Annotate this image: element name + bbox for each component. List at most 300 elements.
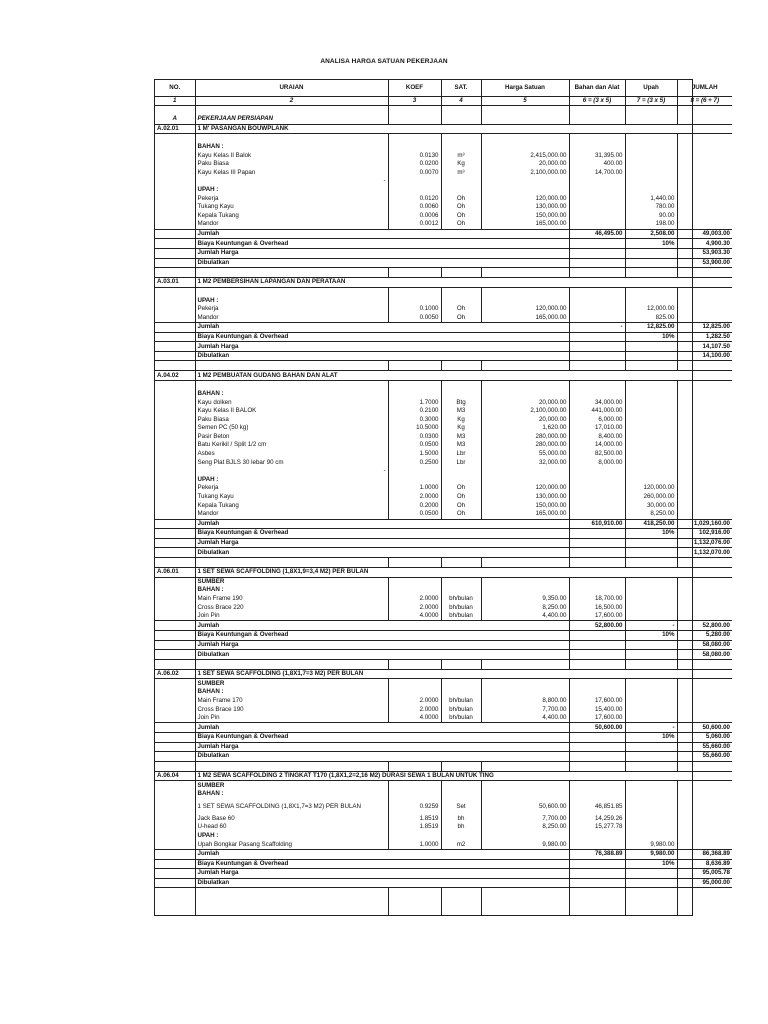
material-row bbox=[155, 450, 732, 459]
bahan-label: BAHAN : bbox=[195, 143, 388, 152]
material-row bbox=[155, 407, 732, 416]
dibulatkan-row bbox=[155, 258, 732, 268]
overhead-amount: 102,916.00 bbox=[677, 529, 732, 539]
jumlah-harga-row bbox=[155, 248, 732, 258]
overhead-amount: 5,280.00 bbox=[677, 631, 732, 641]
material-amount: 17,600.00 bbox=[569, 612, 625, 621]
bahan-label: BAHAN : bbox=[195, 790, 388, 799]
labor-price: 150,000.00 bbox=[481, 501, 569, 510]
labor-amount: 9,980.00 bbox=[625, 840, 677, 849]
material-price: 8,250.00 bbox=[481, 823, 569, 832]
bahan-label-row bbox=[155, 143, 732, 152]
labor-row bbox=[155, 313, 732, 322]
sumber-label: SUMBER bbox=[195, 679, 388, 688]
col-number: 7 = (3 x 5) bbox=[625, 97, 677, 106]
material-amount: 14,000.00 bbox=[569, 441, 625, 450]
overhead-amount: 4,900.30 bbox=[677, 239, 732, 249]
jumlah-harga-amount: 1,132,076.00 bbox=[677, 538, 732, 548]
col-number: 1 bbox=[155, 97, 195, 106]
labor-row bbox=[155, 194, 732, 203]
dibulatkan-label: Dibulatkan bbox=[195, 548, 569, 558]
material-name: Cross Brace 190 bbox=[195, 705, 388, 714]
material-amount: 17,010.00 bbox=[569, 424, 625, 433]
upah-label: UPAH : bbox=[195, 186, 388, 195]
labor-price: 120,000.00 bbox=[481, 194, 569, 203]
material-koef: 1.5000 bbox=[388, 450, 441, 459]
material-row bbox=[155, 815, 732, 824]
col-number: 5 bbox=[481, 97, 569, 106]
jumlah-harga-amount: 14,107.50 bbox=[677, 342, 732, 352]
upah-label: UPAH : bbox=[195, 832, 388, 841]
header-bahan-alat: Bahan dan Alat bbox=[569, 80, 625, 97]
dibulatkan-row bbox=[155, 752, 732, 762]
bahan-label-row bbox=[155, 688, 732, 697]
overhead-label: Biaya Keuntungan & Overhead bbox=[195, 631, 569, 641]
overhead-amount: 8,636.89 bbox=[677, 859, 732, 869]
labor-price: 9,980.00 bbox=[481, 840, 569, 849]
item-name: 1 SET SEWA SCAFFOLDING (1,8X1,7=3 M2) PER BULAN bbox=[195, 669, 732, 679]
jumlah-harga-amount: 95,005.78 bbox=[677, 869, 732, 879]
overhead-amount: 1,282.50 bbox=[677, 332, 732, 342]
upah-label-row bbox=[155, 296, 732, 305]
jumlah-harga-label: Jumlah Harga bbox=[195, 248, 569, 258]
item-name: 1 SET SEWA SCAFFOLDING (1,8X1,9=3,4 M2) PER BULAN bbox=[195, 567, 732, 577]
jumlah-harga-label: Jumlah Harga bbox=[195, 538, 569, 548]
header-jumlah: JUMLAH bbox=[677, 80, 732, 97]
labor-price: 165,000.00 bbox=[481, 510, 569, 519]
dibulatkan-amount: 95,000.00 bbox=[677, 878, 732, 888]
jumlah-harga-label: Jumlah Harga bbox=[195, 742, 569, 752]
labor-name: Tukang Kayu bbox=[195, 203, 388, 212]
item-code: A.06.04 bbox=[155, 771, 195, 781]
material-price: 8,800.00 bbox=[481, 697, 569, 706]
labor-koef: 0.0006 bbox=[388, 212, 441, 221]
dibulatkan-row bbox=[155, 878, 732, 888]
material-name: Pasir Beton bbox=[195, 433, 388, 442]
material-koef: 4.0000 bbox=[388, 612, 441, 621]
material-amount: 17,600.00 bbox=[569, 714, 625, 723]
jumlah-row bbox=[155, 323, 732, 333]
item-name: 1 M' PASANGAN BOUWPLANK bbox=[195, 124, 732, 134]
sumber-row bbox=[155, 781, 732, 790]
header-koef: KOEF bbox=[388, 80, 441, 97]
labor-amount: 780.00 bbox=[625, 203, 677, 212]
upah-label-row bbox=[155, 186, 732, 195]
labor-row bbox=[155, 484, 732, 493]
dibulatkan-amount: 53,900.00 bbox=[677, 258, 732, 268]
overhead-row bbox=[155, 859, 732, 869]
labor-price: 165,000.00 bbox=[481, 220, 569, 229]
labor-koef: 0.0120 bbox=[388, 194, 441, 203]
item-header-row bbox=[155, 124, 732, 134]
material-row bbox=[155, 799, 732, 815]
overhead-amount: 5,060.00 bbox=[677, 733, 732, 743]
header-uraian: URAIAN bbox=[195, 80, 388, 97]
material-row bbox=[155, 823, 732, 832]
labor-row bbox=[155, 493, 732, 502]
material-unit: m³ bbox=[441, 151, 481, 160]
material-price: 4,400.00 bbox=[481, 714, 569, 723]
labor-koef: 1.0000 bbox=[388, 840, 441, 849]
labor-price: 120,000.00 bbox=[481, 305, 569, 314]
material-price: 9,350.00 bbox=[481, 595, 569, 604]
item-code: A.06.01 bbox=[155, 567, 195, 577]
labor-unit: Oh bbox=[441, 203, 481, 212]
overhead-label: Biaya Keuntungan & Overhead bbox=[195, 529, 569, 539]
labor-koef: 0.1000 bbox=[388, 305, 441, 314]
material-amount: 34,000.00 bbox=[569, 398, 625, 407]
material-amount: 16,500.00 bbox=[569, 603, 625, 612]
labor-amount: 90.00 bbox=[625, 212, 677, 221]
material-koef: 10.5000 bbox=[388, 424, 441, 433]
dibulatkan-label: Dibulatkan bbox=[195, 878, 569, 888]
material-koef: 0.0300 bbox=[388, 433, 441, 442]
jumlah-bahan: 52,800.00 bbox=[569, 621, 625, 631]
dibulatkan-amount: 14,100.00 bbox=[677, 351, 732, 361]
jumlah-row bbox=[155, 723, 732, 733]
labor-name: Mandor bbox=[195, 220, 388, 229]
material-koef: 1.7000 bbox=[388, 398, 441, 407]
labor-unit: Oh bbox=[441, 484, 481, 493]
material-amount: 14,259.26 bbox=[569, 815, 625, 824]
material-unit: bh/bulan bbox=[441, 697, 481, 706]
header-sat: SAT. bbox=[441, 80, 481, 97]
material-koef: 2.0000 bbox=[388, 603, 441, 612]
cost-analysis-table bbox=[154, 79, 730, 916]
material-unit: Btg bbox=[441, 398, 481, 407]
labor-unit: Oh bbox=[441, 510, 481, 519]
labor-koef: 0.0012 bbox=[388, 220, 441, 229]
material-unit: bh/bulan bbox=[441, 603, 481, 612]
material-koef: 0.2100 bbox=[388, 407, 441, 416]
labor-name: Kepala Tukang bbox=[195, 212, 388, 221]
material-amount: 15,400.00 bbox=[569, 705, 625, 714]
jumlah-harga-row bbox=[155, 538, 732, 548]
jumlah-total: 50,600.00 bbox=[677, 723, 732, 733]
overhead-percent: 10% bbox=[625, 859, 677, 869]
material-unit: Kg bbox=[441, 160, 481, 169]
bahan-label-row bbox=[155, 790, 732, 799]
item-code: A.02.01 bbox=[155, 124, 195, 134]
material-koef: 4.0000 bbox=[388, 714, 441, 723]
table-header-row bbox=[155, 80, 732, 97]
material-name: Asbes bbox=[195, 450, 388, 459]
dibulatkan-row bbox=[155, 650, 732, 660]
labor-price: 130,000.00 bbox=[481, 203, 569, 212]
labor-name: Pekerja bbox=[195, 484, 388, 493]
overhead-row bbox=[155, 239, 732, 249]
item-code: A.04.02 bbox=[155, 371, 195, 381]
labor-unit: m2 bbox=[441, 840, 481, 849]
empty-row bbox=[155, 897, 732, 906]
material-unit: bh/bulan bbox=[441, 612, 481, 621]
labor-price: 150,000.00 bbox=[481, 212, 569, 221]
labor-koef: 0.0500 bbox=[388, 510, 441, 519]
dibulatkan-amount: 1,132,070.00 bbox=[677, 548, 732, 558]
dibulatkan-amount: 58,080.00 bbox=[677, 650, 732, 660]
material-name: Kayu dolken bbox=[195, 398, 388, 407]
material-name: 1 SET SEWA SCAFFOLDING (1,8X1,7=3 M2) PER BULAN bbox=[195, 799, 388, 815]
empty-row bbox=[155, 287, 732, 296]
material-amount: 46,851.85 bbox=[569, 799, 625, 815]
labor-name: Kepala Tukang bbox=[195, 501, 388, 510]
labor-amount: 825.00 bbox=[625, 313, 677, 322]
material-row bbox=[155, 424, 732, 433]
spacer-row bbox=[155, 106, 732, 116]
overhead-row bbox=[155, 631, 732, 641]
material-amount: 400.00 bbox=[569, 160, 625, 169]
labor-amount: 120,000.00 bbox=[625, 484, 677, 493]
jumlah-row bbox=[155, 519, 732, 529]
column-number-row bbox=[155, 97, 732, 106]
labor-name: Pekerja bbox=[195, 305, 388, 314]
spacer-row bbox=[155, 177, 732, 186]
material-row bbox=[155, 714, 732, 723]
jumlah-harga-label: Jumlah Harga bbox=[195, 640, 569, 650]
jumlah-harga-row bbox=[155, 869, 732, 879]
material-koef: 0.0500 bbox=[388, 441, 441, 450]
spacer-row bbox=[155, 888, 732, 898]
dibulatkan-label: Dibulatkan bbox=[195, 351, 569, 361]
jumlah-label: Jumlah bbox=[195, 229, 569, 239]
material-unit: Kg bbox=[441, 424, 481, 433]
material-name: Kayu Kelas III Papan bbox=[195, 169, 388, 178]
dibulatkan-row bbox=[155, 351, 732, 361]
jumlah-total: 52,800.00 bbox=[677, 621, 732, 631]
material-name: Join Pin bbox=[195, 714, 388, 723]
material-amount: 82,500.00 bbox=[569, 450, 625, 459]
spacer-row bbox=[155, 467, 732, 476]
material-row bbox=[155, 697, 732, 706]
material-name: Seng Plat BJLS 30 lebar 90 cm bbox=[195, 458, 388, 467]
overhead-label: Biaya Keuntungan & Overhead bbox=[195, 332, 569, 342]
labor-row bbox=[155, 212, 732, 221]
col-number: 2 bbox=[195, 97, 388, 106]
jumlah-harga-row bbox=[155, 342, 732, 352]
labor-koef: 0.0060 bbox=[388, 203, 441, 212]
col-number: 4 bbox=[441, 97, 481, 106]
material-amount: 18,700.00 bbox=[569, 595, 625, 604]
item-header-row bbox=[155, 567, 732, 577]
jumlah-row bbox=[155, 849, 732, 859]
dash-mark bbox=[195, 467, 388, 476]
empty-row bbox=[155, 906, 732, 915]
document-title: ANALISA HARGA SATUAN PEKERJAAN bbox=[320, 58, 448, 65]
spacer-row bbox=[155, 557, 732, 567]
dibulatkan-label: Dibulatkan bbox=[195, 258, 569, 268]
material-row bbox=[155, 433, 732, 442]
material-unit: bh bbox=[441, 815, 481, 824]
material-price: 2,100,000.00 bbox=[481, 407, 569, 416]
jumlah-label: Jumlah bbox=[195, 519, 569, 529]
material-unit: Lbr bbox=[441, 450, 481, 459]
dibulatkan-label: Dibulatkan bbox=[195, 752, 569, 762]
jumlah-bahan: 76,388.89 bbox=[569, 849, 625, 859]
material-name: Kayu Kelas II BALOK bbox=[195, 407, 388, 416]
jumlah-total: 12,825.00 bbox=[677, 323, 732, 333]
labor-amount: 198.00 bbox=[625, 220, 677, 229]
labor-name: Tukang Kayu bbox=[195, 493, 388, 502]
material-name: Semen PC (50 kg) bbox=[195, 424, 388, 433]
material-price: 8,250.00 bbox=[481, 603, 569, 612]
labor-amount: 1,440.00 bbox=[625, 194, 677, 203]
material-amount: 31,395.00 bbox=[569, 151, 625, 160]
material-row bbox=[155, 151, 732, 160]
dibulatkan-amount: 55,660.00 bbox=[677, 752, 732, 762]
item-header-row bbox=[155, 278, 732, 288]
labor-unit: Oh bbox=[441, 305, 481, 314]
material-price: 7,700.00 bbox=[481, 705, 569, 714]
jumlah-upah: 418,250.00 bbox=[625, 519, 677, 529]
bahan-label: BAHAN : bbox=[195, 688, 388, 697]
jumlah-row bbox=[155, 229, 732, 239]
material-amount: 8,000.00 bbox=[569, 458, 625, 467]
material-price: 20,000.00 bbox=[481, 398, 569, 407]
material-row bbox=[155, 415, 732, 424]
jumlah-harga-amount: 58,080.00 bbox=[677, 640, 732, 650]
material-unit: Kg bbox=[441, 415, 481, 424]
labor-name: Mandor bbox=[195, 510, 388, 519]
jumlah-bahan: 610,910.00 bbox=[569, 519, 625, 529]
material-price: 280,000.00 bbox=[481, 441, 569, 450]
jumlah-harga-label: Jumlah Harga bbox=[195, 869, 569, 879]
labor-amount: 260,000.00 bbox=[625, 493, 677, 502]
material-koef: 0.2500 bbox=[388, 458, 441, 467]
material-unit: M3 bbox=[441, 441, 481, 450]
material-koef: 2.0000 bbox=[388, 705, 441, 714]
labor-koef: 1.0000 bbox=[388, 484, 441, 493]
material-price: 280,000.00 bbox=[481, 433, 569, 442]
material-row bbox=[155, 441, 732, 450]
material-amount: 14,700.00 bbox=[569, 169, 625, 178]
upah-label-row bbox=[155, 832, 732, 841]
material-amount: 8,400.00 bbox=[569, 433, 625, 442]
material-row bbox=[155, 595, 732, 604]
material-row bbox=[155, 160, 732, 169]
dibulatkan-row bbox=[155, 548, 732, 558]
material-unit: bh/bulan bbox=[441, 595, 481, 604]
jumlah-upah: 12,825.00 bbox=[625, 323, 677, 333]
col-number: 8 = (6 + 7) bbox=[677, 97, 732, 106]
labor-unit: Oh bbox=[441, 501, 481, 510]
spacer-row bbox=[155, 361, 732, 371]
overhead-label: Biaya Keuntungan & Overhead bbox=[195, 733, 569, 743]
labor-row bbox=[155, 510, 732, 519]
col-number: 3 bbox=[388, 97, 441, 106]
labor-amount: 30,000.00 bbox=[625, 501, 677, 510]
item-code: A.06.02 bbox=[155, 669, 195, 679]
jumlah-upah: - bbox=[625, 723, 677, 733]
bahan-label: BAHAN : bbox=[195, 390, 388, 399]
material-koef: 0.3000 bbox=[388, 415, 441, 424]
material-amount: 15,277.78 bbox=[569, 823, 625, 832]
spacer-row bbox=[155, 659, 732, 669]
labor-row bbox=[155, 203, 732, 212]
material-koef: 0.9259 bbox=[388, 799, 441, 815]
item-name: 1 M2 PEMBUATAN GUDANG BAHAN DAN ALAT bbox=[195, 371, 732, 381]
labor-unit: Oh bbox=[441, 194, 481, 203]
jumlah-total: 49,003.00 bbox=[677, 229, 732, 239]
section-row bbox=[155, 115, 732, 124]
material-name: U-head 60 bbox=[195, 823, 388, 832]
overhead-percent: 10% bbox=[625, 239, 677, 249]
material-amount: 17,600.00 bbox=[569, 697, 625, 706]
jumlah-label: Jumlah bbox=[195, 723, 569, 733]
empty-row bbox=[155, 381, 732, 390]
labor-row bbox=[155, 840, 732, 849]
item-header-row bbox=[155, 371, 732, 381]
overhead-percent: 10% bbox=[625, 529, 677, 539]
jumlah-upah: 2,508.00 bbox=[625, 229, 677, 239]
material-price: 20,000.00 bbox=[481, 415, 569, 424]
material-name: Jack Base 60 bbox=[195, 815, 388, 824]
material-unit: bh/bulan bbox=[441, 714, 481, 723]
labor-unit: Oh bbox=[441, 313, 481, 322]
labor-amount: 8,250.00 bbox=[625, 510, 677, 519]
labor-unit: Oh bbox=[441, 493, 481, 502]
jumlah-label: Jumlah bbox=[195, 621, 569, 631]
material-koef: 0.0070 bbox=[388, 169, 441, 178]
bahan-label-row bbox=[155, 390, 732, 399]
labor-price: 120,000.00 bbox=[481, 484, 569, 493]
jumlah-harga-row bbox=[155, 742, 732, 752]
material-name: Cross Brace 220 bbox=[195, 603, 388, 612]
jumlah-bahan: 50,600.00 bbox=[569, 723, 625, 733]
jumlah-row bbox=[155, 621, 732, 631]
material-row bbox=[155, 398, 732, 407]
material-name: Main Frame 190 bbox=[195, 595, 388, 604]
overhead-row bbox=[155, 332, 732, 342]
item-header-row bbox=[155, 771, 732, 781]
jumlah-bahan: 46,495.00 bbox=[569, 229, 625, 239]
sumber-label: SUMBER bbox=[195, 781, 388, 790]
section-no: A bbox=[172, 115, 177, 123]
material-row bbox=[155, 705, 732, 714]
jumlah-total: 1,029,160.00 bbox=[677, 519, 732, 529]
material-row bbox=[155, 169, 732, 178]
material-koef: 0.0130 bbox=[388, 151, 441, 160]
material-row bbox=[155, 458, 732, 467]
section-name: PEKERJAAN PERSIAPAN bbox=[195, 115, 388, 124]
labor-name: Mandor bbox=[195, 313, 388, 322]
upah-label: UPAH : bbox=[195, 296, 388, 305]
labor-koef: 0.0050 bbox=[388, 313, 441, 322]
material-price: 20,000.00 bbox=[481, 160, 569, 169]
upah-label-row bbox=[155, 476, 732, 485]
material-name: Join Pin bbox=[195, 612, 388, 621]
material-amount: 441,000.00 bbox=[569, 407, 625, 416]
jumlah-upah: 9,980.00 bbox=[625, 849, 677, 859]
labor-unit: Oh bbox=[441, 220, 481, 229]
material-price: 4,400.00 bbox=[481, 612, 569, 621]
labor-amount: 12,000.00 bbox=[625, 305, 677, 314]
material-name: Paku Biasa bbox=[195, 415, 388, 424]
header-upah: Upah bbox=[625, 80, 677, 97]
material-koef: 1.8519 bbox=[388, 823, 441, 832]
material-price: 50,600.00 bbox=[481, 799, 569, 815]
material-name: Paku Biasa bbox=[195, 160, 388, 169]
labor-row bbox=[155, 220, 732, 229]
overhead-row bbox=[155, 529, 732, 539]
overhead-label: Biaya Keuntungan & Overhead bbox=[195, 859, 569, 869]
jumlah-label: Jumlah bbox=[195, 323, 569, 333]
labor-unit: Oh bbox=[441, 212, 481, 221]
overhead-percent: 10% bbox=[625, 631, 677, 641]
material-unit: bh/bulan bbox=[441, 705, 481, 714]
labor-price: 165,000.00 bbox=[481, 313, 569, 322]
labor-row bbox=[155, 305, 732, 314]
spacer-row bbox=[155, 761, 732, 771]
